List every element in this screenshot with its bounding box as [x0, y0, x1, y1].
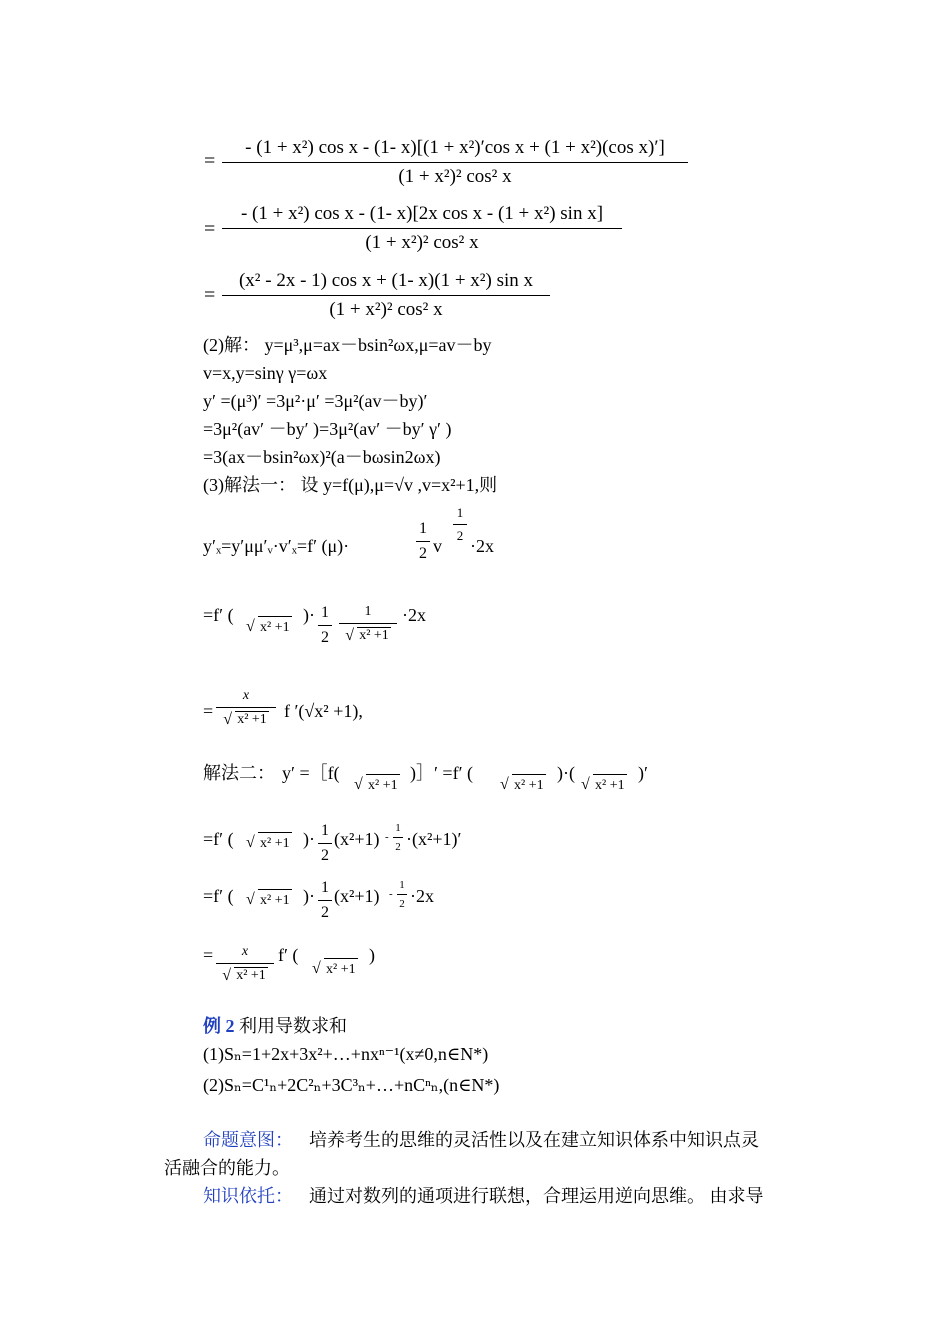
intent-paragraph — [203, 1129, 759, 1151]
sqrt-expression: √ x² +1 — [312, 958, 358, 981]
one-over-sqrt: 1 √ x² +1 — [339, 604, 397, 644]
eq2-denominator: (1 + x²)² cos² x — [365, 232, 479, 253]
eq1-denominator: (1 + x²)² cos² x — [398, 166, 512, 187]
fraction-bar — [222, 228, 622, 229]
method2-end: )′ — [638, 763, 648, 783]
eq3-denominator: (1 + x²)² cos² x — [329, 299, 443, 320]
line8-text: f′ ( — [278, 945, 299, 965]
line6-prefix: =f′ ( — [203, 829, 234, 849]
method2-mid: )］′ =f′ ( — [410, 763, 474, 783]
part3-line1: (3)解法一： 设 y=f(μ),μ=√v ,v=x²+1,则 — [203, 475, 498, 495]
part3-line3-end: ·2x — [402, 605, 426, 625]
example2-label: 例 2 — [203, 1016, 235, 1036]
basis-text: 通过对数列的通项进行联想，合理运用逆向思维。 由求导 — [309, 1186, 764, 1206]
fraction-eq3 — [222, 270, 550, 321]
part2-line4: =3μ²(av′ －by′ )=3μ²(av′ －by′ γ′ ) — [203, 419, 452, 439]
equals-sign: = — [204, 284, 216, 306]
v-base: v — [433, 536, 442, 556]
sqrt-expression: √ x² +1 — [246, 832, 292, 855]
half-fraction: 1 2 — [318, 822, 332, 865]
part2-line1: (2)解： y=μ³,μ=ax－bsin²ωx,μ=av－by — [203, 335, 492, 355]
basis-paragraph — [203, 1185, 764, 1207]
method2-mid2: )·( — [557, 763, 575, 783]
half-fraction: 1 2 — [416, 520, 430, 563]
fraction-bar — [222, 295, 550, 296]
sqrt-expression: √ x² +1 — [354, 774, 400, 797]
part3-line2-suffix: ·2x — [470, 536, 494, 556]
part3-line3-prefix: =f′ ( — [203, 605, 234, 625]
line6-end: ·(x²+1)′ — [406, 829, 462, 849]
half-fraction: 1 2 — [318, 604, 332, 647]
line7-text: (x²+1) — [334, 886, 380, 906]
sqrt-expression: √ x² +1 — [246, 616, 292, 639]
line7-mid: )· — [303, 886, 315, 906]
part3-line2-prefix: y′ₓ=y′μμ′ᵥ·v′ₓ=f′ (μ)· — [203, 536, 350, 556]
minus-half-exponent: 1 2 — [453, 505, 467, 544]
eq1-numerator: - (1 + x²) cos x - (1- x)[(1 + x²)′cos x + (1 + x²)(cos x)′] — [245, 137, 665, 158]
line7-end: ·2x — [410, 886, 434, 906]
part2-line5: =3(ax－bsin²ωx)²(a－bωsin2ωx) — [203, 447, 441, 467]
sqrt-expression: √ x² +1 — [246, 889, 292, 912]
equals-sign: = — [204, 218, 216, 240]
intent-label: 命题意图： — [203, 1130, 293, 1150]
intent-text2: 活融合的能力。 — [164, 1158, 290, 1178]
example2-title: 利用导数求和 — [239, 1016, 347, 1036]
intent-text1: 培养考生的思维的灵活性以及在建立知识体系中知识点灵 — [309, 1130, 759, 1150]
example2-line1: (1)Sₙ=1+2x+3x²+…+nxⁿ⁻¹(x≠0,n∈N*) — [203, 1044, 489, 1064]
equals-sign: = — [204, 150, 216, 172]
half-fraction: 1 2 — [318, 879, 332, 922]
fraction-eq2 — [222, 203, 622, 254]
part3-line3-suffix: )· — [303, 605, 315, 625]
sqrt-expression: √ x² +1 — [500, 774, 546, 797]
part2-line2: v=x,y=sinγ γ=ωx — [203, 363, 328, 383]
method2-label: 解法二： — [203, 763, 275, 783]
half-exponent: 1 2 — [393, 822, 403, 853]
line6-text: (x²+1) — [334, 829, 380, 849]
equals-sign: = — [203, 945, 214, 965]
line6-mid: )· — [303, 829, 315, 849]
minus-sign: - — [389, 888, 393, 900]
sqrt-expression: √ x² +1 — [581, 774, 627, 797]
half-exponent: 1 2 — [397, 879, 407, 910]
example2-line2: (2)Sₙ=C¹ₙ+2C²ₙ+3C³ₙ+…+nCⁿₙ,(n∈N*) — [203, 1075, 500, 1095]
line8-end: ) — [369, 945, 375, 965]
line7-prefix: =f′ ( — [203, 886, 234, 906]
minus-sign: - — [385, 831, 389, 843]
part3-line4-suffix: f ′(√x² +1), — [284, 701, 363, 721]
fraction-eq1 — [222, 137, 688, 188]
method2-text: y′ =［f( — [282, 763, 340, 783]
x-over-sqrt: x √ x² +1 — [216, 688, 276, 728]
part2-line3: y′ =(μ³)′ =3μ²·μ′ =3μ²(av－by)′ — [203, 391, 428, 411]
fraction-bar — [222, 162, 688, 163]
eq3-numerator: (x² - 2x - 1) cos x + (1- x)(1 + x²) sin x — [238, 270, 534, 291]
example2-heading — [203, 1015, 347, 1037]
x-over-sqrt: x √ x² +1 — [216, 944, 274, 984]
eq2-numerator: - (1 + x²) cos x - (1- x)[2x cos x - (1 + x²) sin x] — [240, 203, 604, 224]
equals-sign: = — [203, 701, 214, 721]
basis-label: 知识依托： — [203, 1186, 293, 1206]
part3-line2 — [203, 535, 349, 557]
